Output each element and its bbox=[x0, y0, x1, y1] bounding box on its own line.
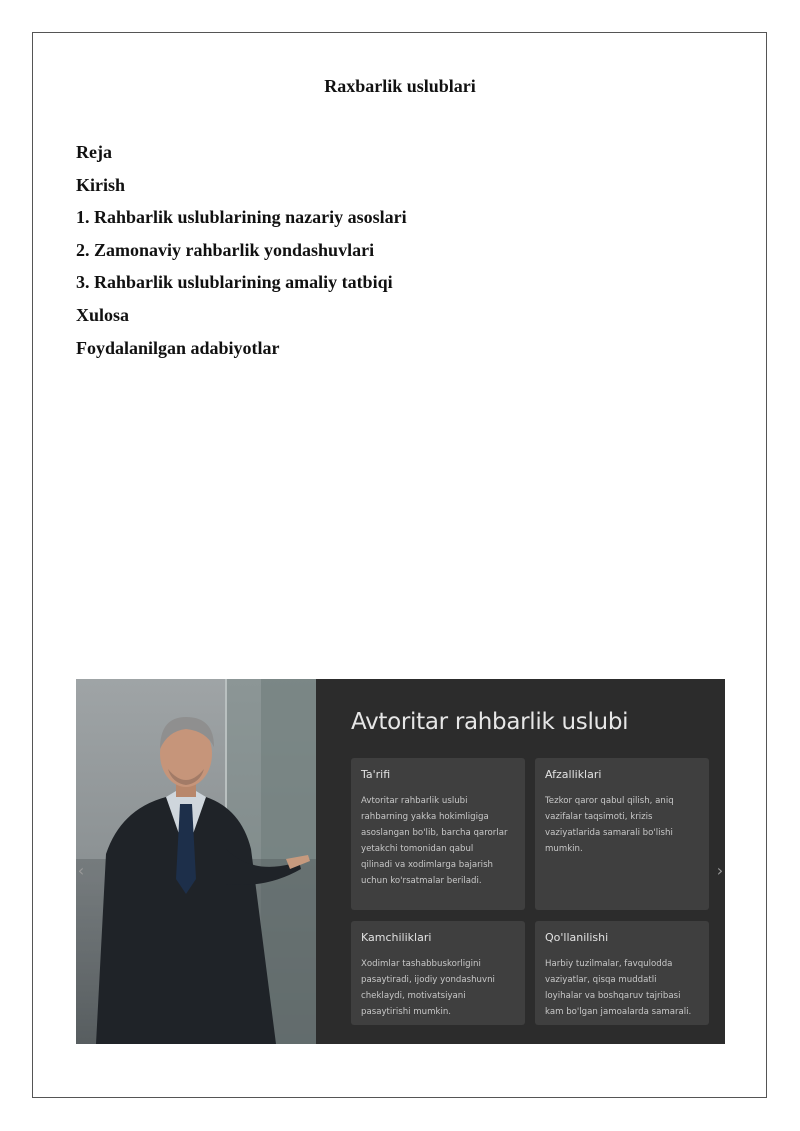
card-disadvantages bbox=[351, 921, 525, 1025]
card-definition bbox=[351, 758, 525, 910]
card-line: vazifalar taqsimoti, krizis bbox=[545, 812, 653, 822]
toc-item-section-2: 2. Zamonaviy rahbarlik yondashuvlari bbox=[76, 239, 375, 260]
card-heading: Afzalliklari bbox=[545, 768, 602, 781]
card-line: rahbarning yakka hokimligiga bbox=[361, 812, 489, 822]
businessman-photo bbox=[76, 679, 316, 1044]
document-title: Raxbarlik uslublari bbox=[324, 76, 476, 96]
card-line: uchun ko'rsatmalar beriladi. bbox=[361, 876, 482, 886]
card-body bbox=[361, 793, 515, 889]
card-line: pasaytiradi, ijodiy yondashuvni bbox=[361, 975, 495, 985]
card-line: asoslangan bo'lib, barcha qarorlar bbox=[361, 828, 508, 838]
chevron-left-icon[interactable]: ‹ bbox=[77, 861, 85, 880]
card-line: mumkin. bbox=[545, 844, 583, 854]
toc-item-xulosa: Xulosa bbox=[76, 304, 130, 325]
toc-item-section-1: 1. Rahbarlik uslublarining nazariy asoslari bbox=[76, 207, 407, 228]
card-line: pasaytirishi mumkin. bbox=[361, 1007, 452, 1017]
card-line: loyihalar va boshqaruv tajribasi bbox=[545, 991, 681, 1001]
card-line: cheklaydi, motivatsiyani bbox=[361, 991, 466, 1001]
card-body bbox=[545, 956, 699, 1020]
card-body bbox=[361, 956, 515, 1020]
slide-title: Avtoritar rahbarlik uslubi bbox=[351, 709, 629, 735]
card-line: yetakchi tomonidan qabul bbox=[361, 844, 474, 854]
card-line: Harbiy tuzilmalar, favqulodda bbox=[545, 959, 673, 969]
slide-image bbox=[76, 679, 725, 1044]
toc-item-kirish: Kirish bbox=[76, 174, 126, 195]
toc-item-references: Foydalanilgan adabiyotlar bbox=[76, 337, 280, 358]
toc-item-reja: Reja bbox=[76, 142, 112, 162]
card-line: vaziyatlar, qisqa muddatli bbox=[545, 975, 657, 985]
card-line: Avtoritar rahbarlik uslubi bbox=[361, 796, 468, 806]
card-line: Tezkor qaror qabul qilish, aniq bbox=[545, 796, 674, 806]
toc-item-section-3: 3. Rahbarlik uslublarining amaliy tatbiqi bbox=[76, 272, 393, 293]
chevron-right-icon[interactable]: › bbox=[716, 861, 724, 880]
card-heading: Kamchiliklari bbox=[361, 931, 432, 944]
card-line: kam bo'lgan jamoalarda samarali. bbox=[545, 1007, 692, 1017]
card-heading: Qo'llanilishi bbox=[545, 931, 609, 944]
card-application bbox=[535, 921, 709, 1025]
card-heading: Ta'rifi bbox=[361, 768, 391, 781]
table-of-contents bbox=[76, 140, 407, 368]
card-advantages bbox=[535, 758, 709, 910]
card-line: qilinadi va xodimlarga bajarish bbox=[361, 860, 493, 870]
card-body bbox=[545, 793, 699, 857]
card-line: vaziyatlarida samarali bo'lishi bbox=[545, 828, 673, 838]
card-line: Xodimlar tashabbuskorligini bbox=[361, 959, 481, 969]
